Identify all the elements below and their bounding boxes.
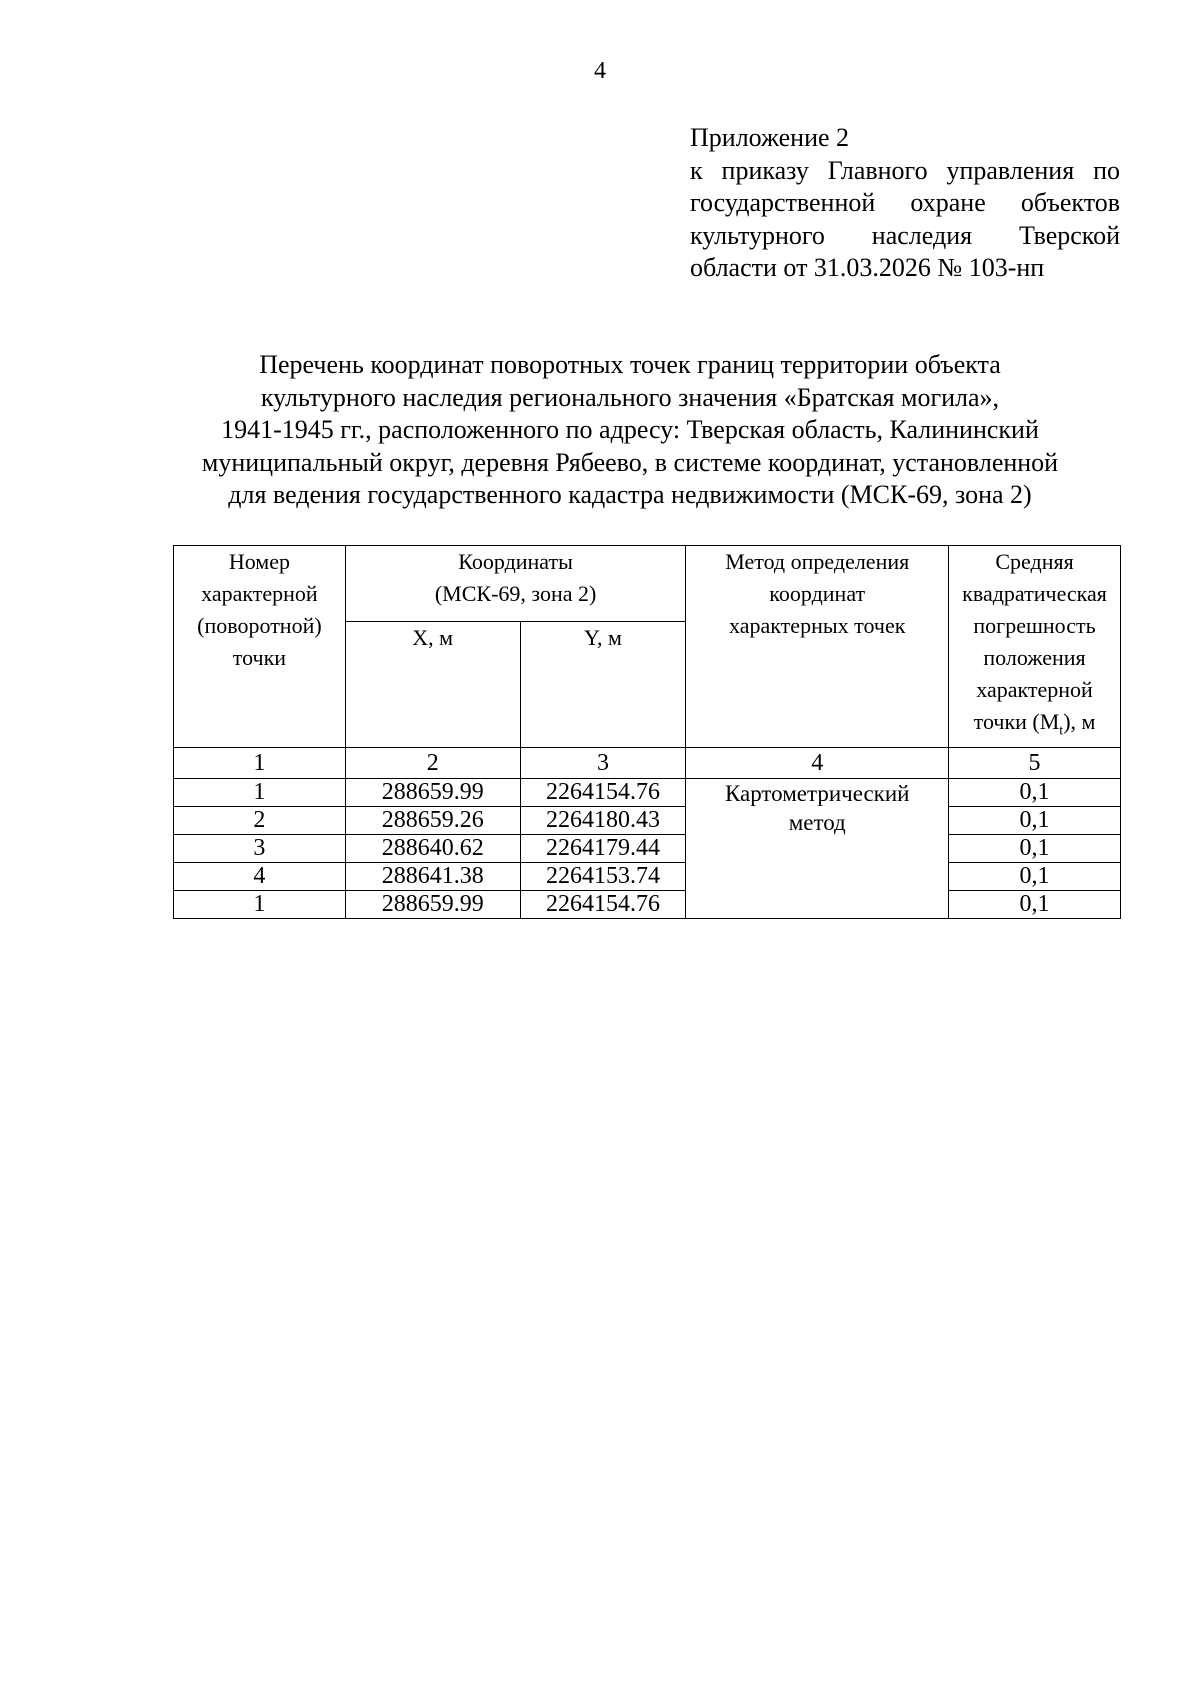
appendix-line: культурного наследия Тверской [690, 220, 1120, 250]
x-header: X, м [345, 622, 520, 748]
table-row [174, 807, 1121, 835]
x-cell: 288641.38 [345, 863, 520, 891]
appendix-line: области от 31.03.2026 № 103-нп [690, 253, 1045, 282]
appendix-line: Приложение 2 [690, 123, 850, 152]
x-cell: 288659.99 [345, 891, 520, 919]
y-header: Y, м [520, 622, 686, 748]
header-line: характерной [976, 677, 1093, 702]
table-row [174, 835, 1121, 863]
point-cell: 1 [174, 891, 346, 919]
title-line: для ведения государственного кадастра недвижимости (МСК-69, зона 2) [228, 480, 1032, 509]
y-cell: 2264179.44 [520, 835, 686, 863]
column-number: 4 [686, 748, 949, 779]
header-line: характерной [201, 581, 318, 606]
point-cell: 4 [174, 863, 346, 891]
error-cell: 0,1 [949, 891, 1121, 919]
header-line: точки [232, 645, 287, 670]
table-row [174, 779, 1121, 807]
header-row [174, 546, 1121, 622]
point-cell: 3 [174, 835, 346, 863]
column-number-row [174, 748, 1121, 779]
header-line: характерных точек [729, 613, 906, 638]
x-cell: 288659.26 [345, 807, 520, 835]
y-cell: 2264154.76 [520, 891, 686, 919]
header-line: координат [769, 581, 866, 606]
header-line: Координаты [458, 549, 573, 574]
point-cell: 1 [174, 779, 346, 807]
header-line: квадратическая [962, 581, 1107, 606]
x-cell: 288659.99 [345, 779, 520, 807]
method-header [686, 546, 949, 748]
point-number-header [174, 546, 346, 748]
header-text: ), м [1063, 709, 1096, 734]
appendix-block [690, 122, 1120, 285]
error-header [949, 546, 1121, 748]
error-cell: 0,1 [949, 807, 1121, 835]
header-line: погрешность [973, 613, 1096, 638]
header-line: (МСК-69, зона 2) [434, 581, 597, 606]
header-text: точки (M [973, 709, 1060, 734]
header-line: (поворотной) [197, 613, 322, 638]
y-cell: 2264153.74 [520, 863, 686, 891]
method-line: метод [788, 810, 846, 836]
column-number: 1 [174, 748, 346, 779]
page-number: 4 [594, 58, 606, 84]
method-line: Картометрический [724, 781, 910, 807]
error-cell: 0,1 [949, 835, 1121, 863]
point-cell: 2 [174, 807, 346, 835]
coordinates-table [173, 545, 1121, 919]
appendix-line: к приказу Главного управления по [690, 155, 1120, 185]
appendix-line: государственной охране объектов [690, 188, 1120, 217]
title-line: 1941-1945 гг., расположенного по адресу: Тверская область, Калининский [221, 415, 1039, 444]
table-row [174, 891, 1121, 919]
header-line: Средняя [995, 549, 1074, 574]
method-cell [686, 779, 949, 919]
header-line: Метод определения [725, 549, 910, 574]
header-line: положения [983, 645, 1086, 670]
header-line [949, 706, 1120, 747]
column-number: 2 [345, 748, 520, 779]
header-subscript: t [1059, 723, 1064, 739]
title-line: Перечень координат поворотных точек границ территории объекта [259, 350, 1001, 379]
title-line: муниципальный округ, деревня Рябеево, в системе координат, установленной [201, 447, 1059, 477]
header-line: Номер [228, 549, 290, 574]
document-title [150, 349, 1110, 512]
y-cell: 2264180.43 [520, 807, 686, 835]
error-cell: 0,1 [949, 863, 1121, 891]
coordinates-header [345, 546, 686, 622]
column-number: 3 [520, 748, 686, 779]
error-cell: 0,1 [949, 779, 1121, 807]
x-cell: 288640.62 [345, 835, 520, 863]
column-number: 5 [949, 748, 1121, 779]
table-row [174, 863, 1121, 891]
y-cell: 2264154.76 [520, 779, 686, 807]
title-line: культурного наследия регионального значения «Братская могила», [260, 382, 1000, 412]
